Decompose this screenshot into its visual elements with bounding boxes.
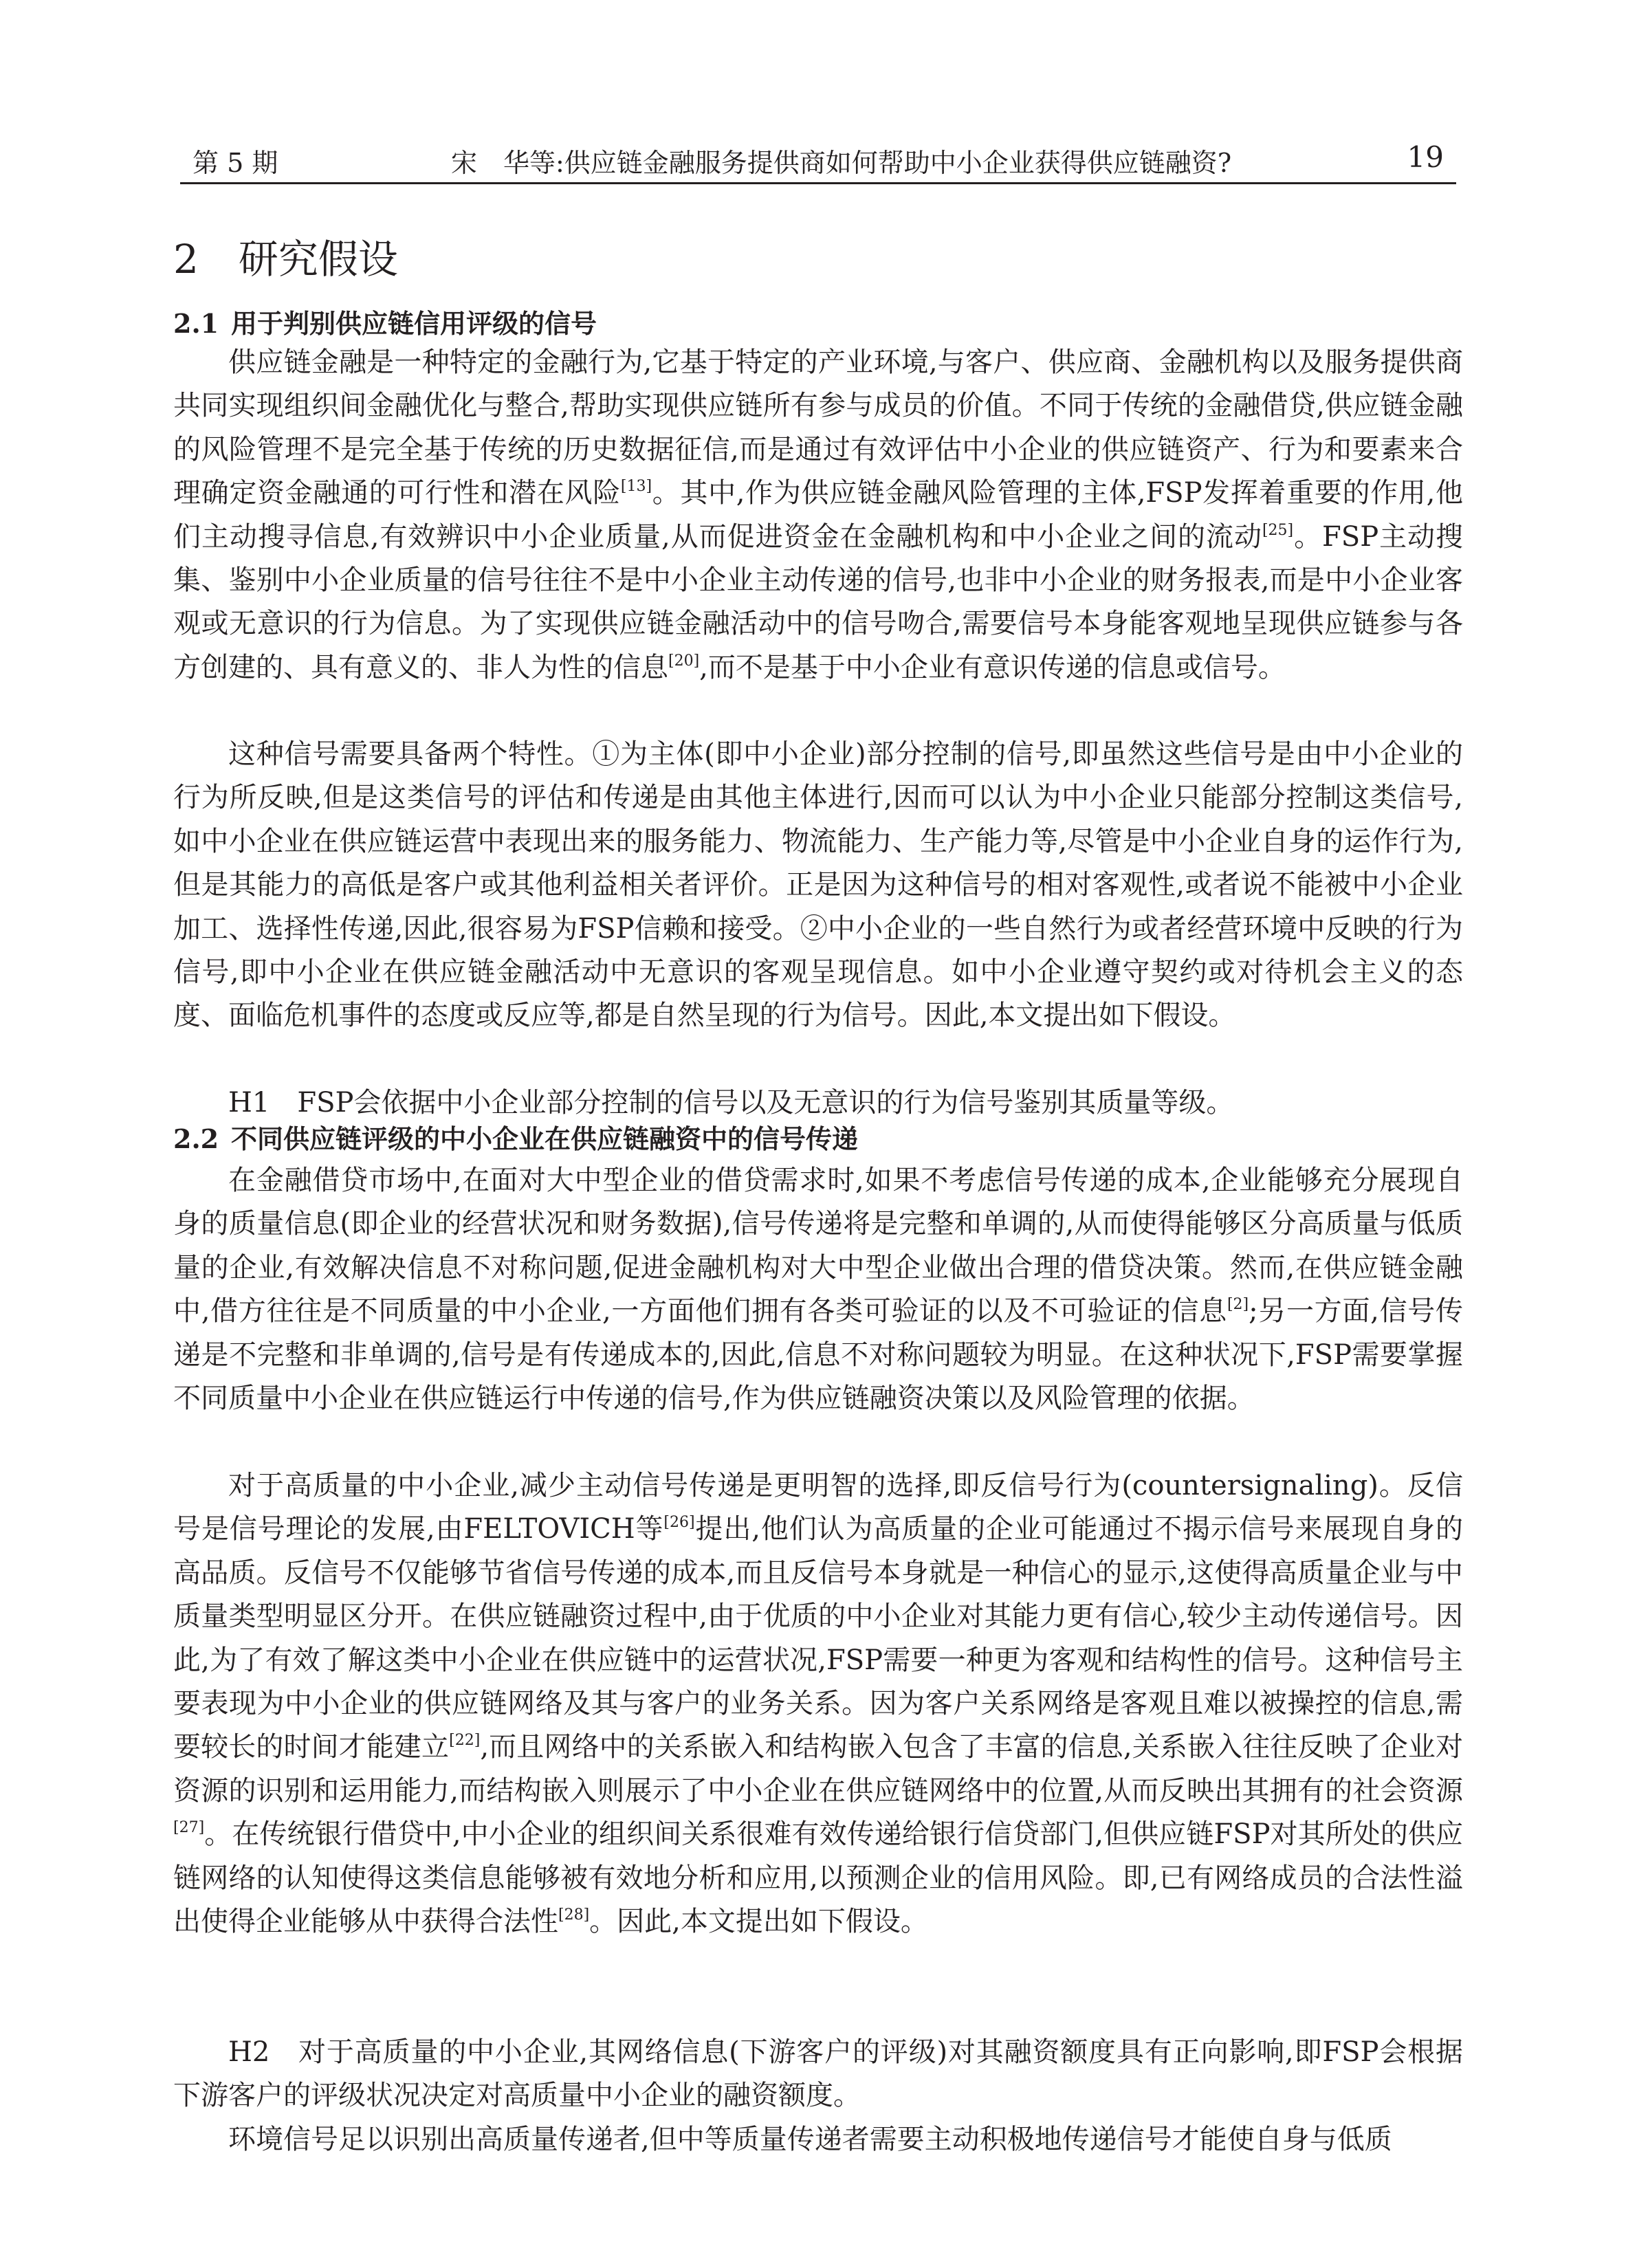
section-heading: 2 研究假设 xyxy=(173,236,398,283)
subsection-heading-2-2 xyxy=(173,1118,858,1156)
paragraph-2: 这种信号需要具备两个特性。①为主体(即中小企业)部分控制的信号,即虽然这些信号是由中小企业的行为所反映,但是这类信号的评估和传递是由其他主体进行,因而可以认为中小企业只能部分控制这类信号,如中小企业在供应链运营中表现出来的服务能力、物流能力、生产能力等,尽管是中小企业自身的运作行为,但是其能力的高低是客户或其他利益相关者评价。正是因为这种信号的相对客观性,或者说不能被中小企业加工、选择性传递,因此,很容易为FSP信赖和接受。②中小企业的一些自然行为或者经营环境中反映的行为信号,即中小企业在供应链金融活动中无意识的客观呈现信息。如中小企业遵守契约或对待机会主义的态度、面临危机事件的态度或反应等,都是自然呈现的行为信号。因此,本文提出如下假设。 xyxy=(173,738,1463,1032)
text-run: 对于高质量的中小企业,减少主动信号传递是更明智的选择,即反信号行为(countersignaling)。反信号是信号理论的发展,由FELTOVICH等 xyxy=(173,1470,1463,1545)
paragraph-5: 环境信号足以识别出高质量传递者,但中等质量传递者需要主动积极地传递信号才能使自身与低质 xyxy=(228,2124,1392,2155)
text-run: ,而且网络中的关系嵌入和结构嵌入包含了丰富的信息,关系嵌入往往反映了企业对资源的识别和运用能力,而结构嵌入则展示了中小企业在供应链网络中的位置,从而反映出其拥有的社会资源 xyxy=(173,1731,1463,1807)
subsection-number: 2.1 xyxy=(173,308,219,339)
hypothesis-h1: H1 FSP会依据中小企业部分控制的信号以及无意识的行为信号鉴别其质量等级。 xyxy=(228,1087,1234,1119)
subsection-title: 不同供应链评级的中小企业在供应链融资中的信号传递 xyxy=(231,1124,859,1154)
subsection-number: 2.2 xyxy=(173,1123,219,1154)
text-run: ;另一方面,信号传递是不完整和非单调的,信号是有传递成本的,因此,信息不对称问题较为明显。在这种状况下,FSP需要掌握不同质量中小企业在供应链运行中传递的信号,作为供应链融资决策以及风险管理的依据。 xyxy=(173,1295,1463,1415)
citation: [27] xyxy=(173,1819,205,1837)
journal-issue: 第 5 期 xyxy=(193,148,278,178)
hypothesis-h2: H2 对于高质量的中小企业,其网络信息(下游客户的评级)对其融资额度具有正向影响,即FSP会根据下游客户的评级状况决定对高质量中小企业的融资额度。 xyxy=(173,2036,1463,2112)
citation: [13] xyxy=(620,478,652,496)
citation: [28] xyxy=(558,1906,590,1924)
text-run: ,而不是基于中小企业有意识传递的信息或信号。 xyxy=(699,651,1286,683)
paragraph-4 xyxy=(173,1464,1463,1944)
text-run: 在金融借贷市场中,在面对大中型企业的借贷需求时,如果不考虑信号传递的成本,企业能够充分展现自身的质量信息(即企业的经营状况和财务数据),信号传递将是完整和单调的,从而使得能够区分高质量与低质量的企业,有效解决信息不对称问题,促进金融机构对大中型企业做出合理的借贷决策。然而,在供应链金融中,借方往往是不同质量的中小企业,一方面他们拥有各类可验证的以及不可验证的信息 xyxy=(173,1165,1463,1328)
citation: [2] xyxy=(1227,1296,1249,1314)
page-number: 19 xyxy=(1407,140,1444,174)
citation: [20] xyxy=(668,652,700,670)
text-run: 。FSP主动搜集、鉴别中小企业质量的信号往往不是中小企业主动传递的信号,也非中小企业的财务报表,而是中小企业客观或无意识的行为信息。为了实现供应链金融活动中的信号吻合,需要信号本身能客观地呈现供应链参与各方创建的、具有意义的、非人为性的信息 xyxy=(173,520,1463,683)
citation: [25] xyxy=(1262,521,1294,539)
running-header xyxy=(180,137,1456,181)
paragraph-1 xyxy=(173,341,1463,690)
text-run: 。在传统银行借贷中,中小企业的组织间关系很难有效传递给银行信贷部门,但供应链FSP对其所处的供应链网络的认知使得这类信息能够被有效地分析和应用,以预测企业的信用风险。即,已有网络成员的合法性溢出使得企业能够从中获得合法性 xyxy=(173,1818,1463,1938)
header-rule xyxy=(180,182,1456,184)
text-run: 。其中,作为供应链金融风险管理的主体,FSP发挥着重要的作用,他们主动搜寻信息,有效辨识中小企业质量,从而促进资金在金融机构和中小企业之间的流动 xyxy=(173,477,1464,553)
text-run: 提出,他们认为高质量的企业可能通过不揭示信号来展现自身的高品质。反信号不仅能够节省信号传递的成本,而且反信号本身就是一种信心的显示,这使得高质量企业与中质量类型明显区分开。在供应链融资过程中,由于优质的中小企业对其能力更有信心,较少主动传递信号。因此,为了有效了解这类中小企业在供应链中的运营状况,FSP需要一种更为客观和结构性的信号。这种信号主要表现为中小企业的供应链网络及其与客户的业务关系。因为客户关系网络是客观且难以被操控的信息,需要较长的时间才能建立 xyxy=(173,1513,1463,1763)
subsection-heading-2-1 xyxy=(173,302,597,340)
citation: [22] xyxy=(449,1732,481,1750)
running-title: 宋 华等:供应链金融服务提供商如何帮助中小企业获得供应链融资? xyxy=(451,148,1232,178)
text-run: 供应链金融是一种特定的金融行为,它基于特定的产业环境,与客户、供应商、金融机构以及服务提供商共同实现组织间金融优化与整合,帮助实现供应链所有参与成员的价值。不同于传统的金融借贷,供应链金融的风险管理不是完全基于传统的历史数据征信,而是通过有效评估中小企业的供应链资产、行为和要素来合理确定资金融通的可行性和潜在风险 xyxy=(173,346,1463,509)
subsection-title: 用于判别供应链信用评级的信号 xyxy=(231,309,597,339)
citation: [26] xyxy=(663,1514,695,1532)
text-run: 。因此,本文提出如下假设。 xyxy=(589,1906,928,1938)
paragraph-3 xyxy=(173,1159,1463,1420)
